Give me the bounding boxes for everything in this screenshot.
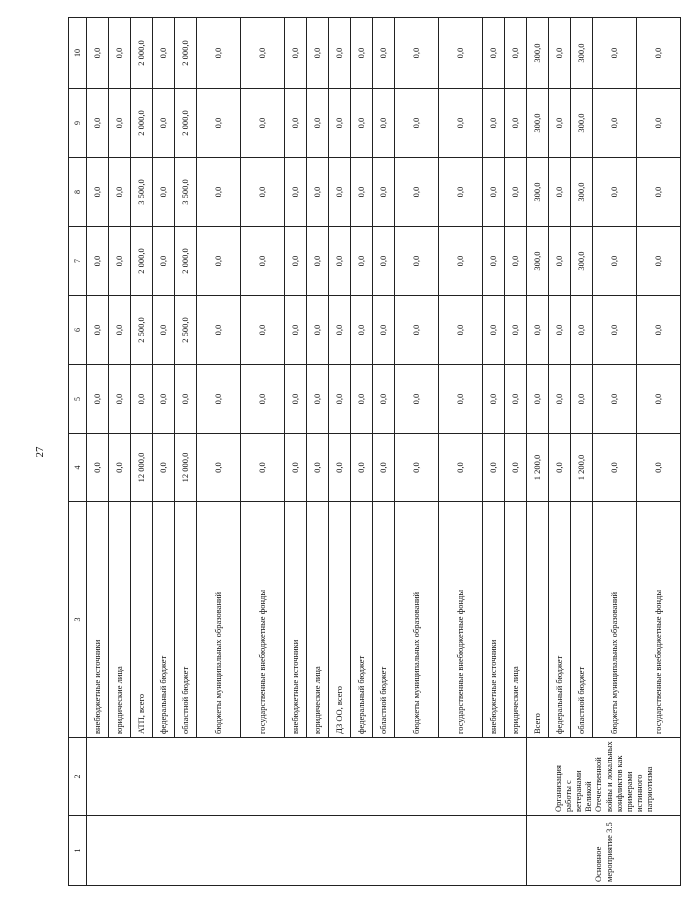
value-cell: 0,0 (395, 434, 439, 502)
header-cell: 4 (69, 434, 87, 502)
value-cell: 2 000,0 (131, 89, 153, 158)
value-cell: 3 500,0 (131, 158, 153, 227)
value-cell: 0,0 (637, 18, 681, 89)
measure-id-cell: Основное мероприятие 3.5 (527, 816, 681, 886)
funding-source-cell: внебюджетные источники (285, 502, 307, 738)
funding-source-cell: бюджеты муниципальных образований (395, 502, 439, 738)
value-cell: 0,0 (395, 296, 439, 365)
value-cell: 0,0 (109, 365, 131, 434)
value-cell: 0,0 (593, 365, 637, 434)
value-cell: 0,0 (153, 227, 175, 296)
value-cell: 0,0 (87, 18, 109, 89)
value-cell: 0,0 (285, 158, 307, 227)
value-cell: 0,0 (593, 434, 637, 502)
blank-cell (87, 738, 527, 816)
value-cell: 12 000,0 (131, 434, 153, 502)
value-cell: 300,0 (527, 227, 549, 296)
value-cell: 0,0 (593, 89, 637, 158)
funding-source-cell: Всего (527, 502, 549, 738)
header-cell: 3 (69, 502, 87, 738)
header-cell: 10 (69, 18, 87, 89)
value-cell: 0,0 (329, 227, 351, 296)
value-cell: 0,0 (549, 158, 571, 227)
value-cell: 0,0 (637, 89, 681, 158)
value-cell: 0,0 (241, 434, 285, 502)
value-cell: 0,0 (153, 434, 175, 502)
value-cell: 0,0 (373, 296, 395, 365)
value-cell: 0,0 (439, 434, 483, 502)
value-cell: 0,0 (373, 158, 395, 227)
value-cell: 0,0 (373, 365, 395, 434)
value-cell: 2 000,0 (131, 18, 153, 89)
value-cell: 1 200,0 (571, 434, 593, 502)
value-cell: 0,0 (439, 296, 483, 365)
value-cell: 0,0 (505, 18, 527, 89)
value-cell: 2 000,0 (131, 227, 153, 296)
value-cell: 0,0 (329, 296, 351, 365)
value-cell: 0,0 (109, 296, 131, 365)
value-cell: 0,0 (483, 158, 505, 227)
budget-table (68, 17, 681, 886)
value-cell: 300,0 (527, 158, 549, 227)
value-cell: 0,0 (483, 434, 505, 502)
value-cell: 0,0 (197, 434, 241, 502)
funding-source-cell: областной бюджет (373, 502, 395, 738)
funding-source-cell: юридические лица (109, 502, 131, 738)
funding-source-cell: государственные внебюджетные фонды (241, 502, 285, 738)
value-cell: 0,0 (241, 89, 285, 158)
value-cell: 0,0 (351, 296, 373, 365)
value-cell: 0,0 (153, 365, 175, 434)
value-cell: 0,0 (285, 365, 307, 434)
value-cell: 0,0 (549, 434, 571, 502)
header-cell: 2 (69, 738, 87, 816)
value-cell: 0,0 (87, 365, 109, 434)
value-cell: 0,0 (395, 18, 439, 89)
header-cell: 7 (69, 227, 87, 296)
value-cell: 12 000,0 (175, 434, 197, 502)
funding-source-cell: бюджеты муниципальных образований (197, 502, 241, 738)
value-cell: 0,0 (153, 18, 175, 89)
value-cell: 0,0 (307, 158, 329, 227)
value-cell: 0,0 (351, 89, 373, 158)
funding-source-cell: областной бюджет (571, 502, 593, 738)
value-cell: 0,0 (153, 158, 175, 227)
value-cell: 0,0 (307, 18, 329, 89)
table-row (87, 18, 109, 886)
funding-source-cell: государственные внебюджетные фонды (439, 502, 483, 738)
value-cell: 0,0 (241, 365, 285, 434)
funding-source-cell: областной бюджет (175, 502, 197, 738)
value-cell: 300,0 (571, 158, 593, 227)
value-cell: 0,0 (549, 18, 571, 89)
value-cell: 0,0 (87, 227, 109, 296)
value-cell: 0,0 (87, 158, 109, 227)
value-cell: 0,0 (549, 365, 571, 434)
rotated-page (68, 18, 664, 886)
value-cell: 0,0 (395, 158, 439, 227)
value-cell: 0,0 (329, 158, 351, 227)
value-cell: 0,0 (351, 227, 373, 296)
value-cell: 0,0 (505, 158, 527, 227)
value-cell: 300,0 (571, 227, 593, 296)
value-cell: 0,0 (109, 434, 131, 502)
blank-cell (87, 816, 527, 886)
value-cell: 2 500,0 (175, 296, 197, 365)
value-cell: 300,0 (527, 89, 549, 158)
value-cell: 0,0 (571, 296, 593, 365)
value-cell: 0,0 (395, 89, 439, 158)
value-cell: 0,0 (593, 296, 637, 365)
funding-source-cell: государственные внебюджетные фонды (637, 502, 681, 738)
value-cell: 300,0 (571, 18, 593, 89)
value-cell: 0,0 (593, 227, 637, 296)
funding-source-cell: федеральный бюджет (351, 502, 373, 738)
value-cell: 0,0 (307, 434, 329, 502)
value-cell: 0,0 (439, 227, 483, 296)
value-cell: 0,0 (505, 227, 527, 296)
value-cell: 0,0 (241, 296, 285, 365)
value-cell: 0,0 (439, 365, 483, 434)
value-cell: 0,0 (373, 18, 395, 89)
value-cell: 0,0 (439, 18, 483, 89)
value-cell: 0,0 (351, 434, 373, 502)
value-cell: 0,0 (197, 158, 241, 227)
value-cell: 0,0 (483, 89, 505, 158)
value-cell: 0,0 (637, 365, 681, 434)
header-cell: 1 (69, 816, 87, 886)
funding-source-cell: юридические лица (505, 502, 527, 738)
value-cell: 0,0 (197, 227, 241, 296)
value-cell: 0,0 (549, 296, 571, 365)
value-cell: 0,0 (505, 434, 527, 502)
header-cell: 5 (69, 365, 87, 434)
value-cell: 0,0 (637, 434, 681, 502)
value-cell: 0,0 (307, 89, 329, 158)
value-cell: 3 500,0 (175, 158, 197, 227)
table-row (527, 18, 549, 886)
value-cell: 0,0 (241, 18, 285, 89)
funding-source-cell: внебюджетные источники (483, 502, 505, 738)
value-cell: 0,0 (527, 365, 549, 434)
value-cell: 0,0 (571, 365, 593, 434)
value-cell: 0,0 (483, 296, 505, 365)
value-cell: 0,0 (329, 434, 351, 502)
header-cell: 9 (69, 89, 87, 158)
funding-source-cell: юридические лица (307, 502, 329, 738)
value-cell: 0,0 (153, 296, 175, 365)
value-cell: 0,0 (505, 296, 527, 365)
value-cell: 0,0 (351, 18, 373, 89)
value-cell: 0,0 (483, 227, 505, 296)
value-cell: 0,0 (131, 365, 153, 434)
header-cell: 8 (69, 158, 87, 227)
value-cell: 0,0 (505, 89, 527, 158)
value-cell: 0,0 (307, 227, 329, 296)
value-cell: 0,0 (285, 89, 307, 158)
value-cell: 0,0 (549, 89, 571, 158)
value-cell: 0,0 (351, 365, 373, 434)
value-cell: 0,0 (285, 434, 307, 502)
value-cell: 0,0 (241, 158, 285, 227)
funding-source-cell: федеральный бюджет (153, 502, 175, 738)
value-cell: 1 200,0 (527, 434, 549, 502)
value-cell: 0,0 (87, 89, 109, 158)
value-cell: 0,0 (439, 89, 483, 158)
page-number: 27 (34, 446, 46, 458)
value-cell: 0,0 (197, 89, 241, 158)
value-cell: 0,0 (329, 365, 351, 434)
value-cell: 0,0 (395, 365, 439, 434)
value-cell: 2 000,0 (175, 18, 197, 89)
value-cell: 0,0 (109, 227, 131, 296)
value-cell: 0,0 (351, 158, 373, 227)
value-cell: 0,0 (285, 227, 307, 296)
value-cell: 300,0 (527, 18, 549, 89)
value-cell: 0,0 (373, 227, 395, 296)
funding-source-cell: внебюджетные источники (87, 502, 109, 738)
value-cell: 0,0 (593, 158, 637, 227)
value-cell: 0,0 (483, 18, 505, 89)
value-cell: 0,0 (329, 18, 351, 89)
value-cell: 0,0 (637, 158, 681, 227)
funding-source-cell: ДЗ ОО, всего (329, 502, 351, 738)
value-cell: 0,0 (483, 365, 505, 434)
value-cell: 0,0 (505, 365, 527, 434)
value-cell: 0,0 (373, 89, 395, 158)
value-cell: 0,0 (241, 227, 285, 296)
value-cell: 0,0 (307, 365, 329, 434)
rotated-table-container (68, 18, 664, 886)
value-cell: 0,0 (153, 89, 175, 158)
value-cell: 0,0 (109, 158, 131, 227)
value-cell: 0,0 (285, 296, 307, 365)
value-cell: 2 000,0 (175, 89, 197, 158)
value-cell: 0,0 (285, 18, 307, 89)
value-cell: 0,0 (395, 227, 439, 296)
header-cell: 6 (69, 296, 87, 365)
value-cell: 0,0 (175, 365, 197, 434)
value-cell: 2 000,0 (175, 227, 197, 296)
value-cell: 0,0 (197, 296, 241, 365)
value-cell: 0,0 (527, 296, 549, 365)
value-cell: 0,0 (637, 296, 681, 365)
value-cell: 0,0 (109, 89, 131, 158)
value-cell: 300,0 (571, 89, 593, 158)
value-cell: 0,0 (439, 158, 483, 227)
value-cell: 0,0 (197, 18, 241, 89)
funding-source-cell: бюджеты муниципальных образований (593, 502, 637, 738)
value-cell: 0,0 (329, 89, 351, 158)
value-cell: 0,0 (549, 227, 571, 296)
header-row (69, 18, 87, 886)
funding-source-cell: федеральный бюджет (549, 502, 571, 738)
value-cell: 0,0 (373, 434, 395, 502)
value-cell: 0,0 (87, 434, 109, 502)
value-cell: 0,0 (593, 18, 637, 89)
value-cell: 0,0 (197, 365, 241, 434)
value-cell: 0,0 (307, 296, 329, 365)
value-cell: 2 500,0 (131, 296, 153, 365)
value-cell: 0,0 (87, 296, 109, 365)
value-cell: 0,0 (637, 227, 681, 296)
funding-source-cell: АТП, всего (131, 502, 153, 738)
measure-title-cell: Организация работы с ветеранами Великой Отечественной войны и локальных конфликтов как примерами истинного патриотизма (527, 738, 681, 816)
value-cell: 0,0 (109, 18, 131, 89)
